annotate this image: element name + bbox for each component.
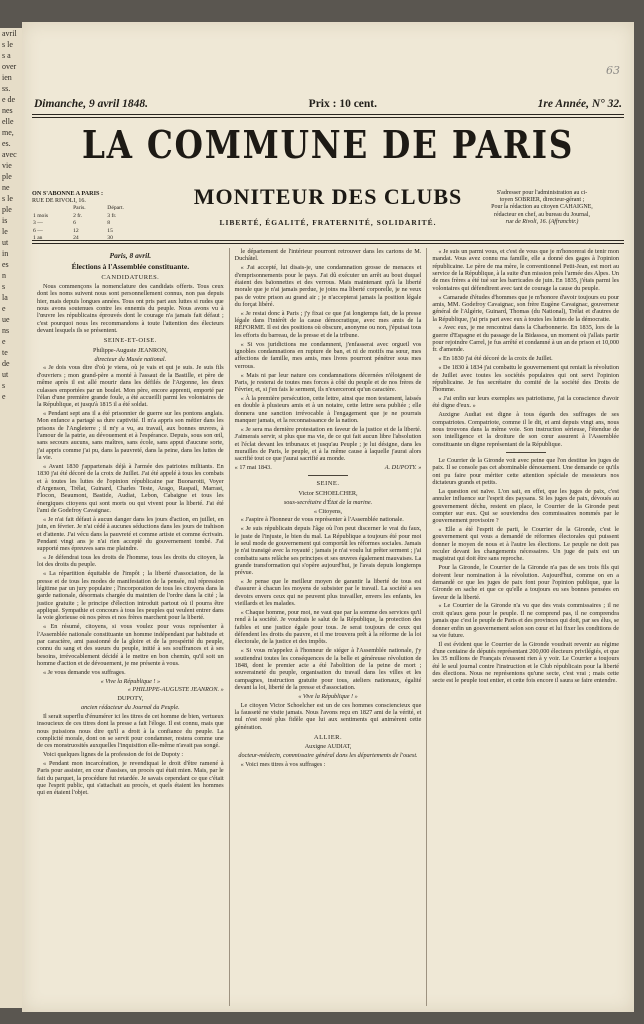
margin-fragment: is	[2, 216, 8, 225]
issue-number: 1re Année, N° 32.	[537, 98, 622, 110]
margin-fragment: elle	[2, 117, 14, 126]
paragraph: La question est naïve. L'on sait, en effet, que les juges de paix, c'est annuler influence sur l'esprit des paysans. Si les juges de paix, dévoués au gouvernement déchu, restent en place, le Courrier de la Gironde peut compter sur eux. Qui se souviendra des commissaires nommés par le gouvernement provisoire ?	[432, 487, 620, 525]
issue-date: Dimanche, 9 avril 1848.	[34, 98, 149, 110]
paragraph: « Si vos juridictions me condamnent, j'enfasserai avec orgueil vos ignobles condamnations en rupture de ban, et ni de motifs ma sœur, mes affections de famille, mes amis, mes livres pourront pénétrer sous mes verrous.	[234, 340, 422, 370]
paragraph: « Camarade d'études d'hommes que je m'honore d'avoir toujours eu pour amis, MM. Godefroy Cavaignac, son frère Eugène Cavaignac, gouverneur général de l'Algérie, Guinard, Thomas (du National), Trélat et d'autres de la République, j'ai pris part avec eux à toutes les luttes de la démocratie.	[432, 293, 620, 323]
paragraph: « À la première persécution, cette lettre, ainsi que mon testament, laissés en double à plusieurs amis et à un notaire, cette lettre sera publiée ; elle donnera une sanction irrévocable à l'engagement que je ne pourrais manquer jamais, et la reconnaissance de la nation.	[234, 395, 422, 425]
subscription-address: RUE DE RIVOLI, 16.	[32, 197, 86, 204]
paragraph: Auxigne Audiat est digne à tous égards des suffrages de ses compatriotes. Compatriote, comme il le dit, et ami depuis vingt ans, nous nous trouvons dans la même voie. Son instruction sérieuse, l'étendue de son intelligence et la droiture de son cœur assurent à l'Assemblée constituante un digne représentant de la République.	[432, 411, 620, 448]
candidate-name: Victor SCHOELCHER,	[298, 489, 358, 497]
paragraph: Il est évident que le Courrier de la Gironde voudrait revenir au régime d'une centaine de députés représentant 200,000 électeurs privilégiés, et que les 35 millions de Français n'eussent rien à y voir. Le Courrier a toujours été le seul journal contre l'instruction et le Club républicain pour la liberté des élections. Nous ne représentons qu'une secte, c'est vrai ; mais cette secte est le peuple tout entier, et cette fois encore il saura se faire entendre.	[432, 640, 620, 685]
margin-fragment: e de	[2, 95, 16, 104]
article-heading: Élections à l'Assemblée constituante.	[71, 262, 190, 272]
candidate-role: directeur du Musée national.	[94, 355, 167, 363]
margin-fragment: de	[2, 359, 10, 368]
candidate-name: DUPOTY,	[117, 695, 144, 703]
col-depart: Départ.	[107, 205, 124, 211]
paragraph: « Je n'ai fait défaut à aucun danger dans les jours d'action, en juillet, en juin, en février. Je n'ai cédé à aucunes séductions dans les jours de trahison et d'attente. J'ai vécu dans la pauvreté et comme artiste et comme écrivain. Pendant vingt ans je n'ai rien accepté du gouvernement tombé. J'ai supporté mes épreuves sans me plaindre.	[37, 515, 224, 553]
column-2	[229, 248, 427, 1006]
paragraph: « Je suis un parmi vous, et c'est de vous que je m'honorerai de tenir mon mandat. Vous avez connu ma famille, elle a donné des gages à l'opinion républicaine. Le père de ma mère, le conventionnel Petit-Jean, est mort au service de la République, à la suite d'un mission près l'armée des Alpes. Un de mes frères a été tué sur les barricades de juin. En 1835, j'étais parmi les volontaires qui défendirent avec tant de courage la cause du peuple.	[432, 248, 620, 292]
table-row: 3 — 6 8	[33, 220, 111, 226]
margin-fragment: e	[2, 304, 6, 313]
margin-fragment: ns	[2, 326, 10, 335]
letter-closing: « 17 mai 1843. A. DUPOTY. »	[234, 464, 422, 472]
department-heading: SEINE-ET-OISE.	[103, 337, 157, 345]
column-1	[32, 248, 229, 1006]
margin-fragment: le	[2, 227, 8, 236]
editor-notice: S'adresser pour l'administration au ci- toyen SOBRIER, directeur-gérant ; Pour la rédaction au citoyen CAHAIGNE, rédacteur en chef, au bureau du Journal, rue de Rivoli, 16. (Affranchir.)	[491, 190, 593, 225]
pencil-mark: 63	[606, 64, 620, 77]
paragraph: « Je restai donc à Paris ; j'y fixai ce que j'ai longtemps fait, de la presse légale dans l'intérêt de la cause démocratique, avec mes amis de la RÉFORME. Il est des positions où obscure, anonyme ou non, j'épuisai tous les efforts du barreau, de la presse et de la tribune.	[234, 309, 422, 339]
rule	[32, 114, 624, 115]
issue-price: Prix : 10 cent.	[308, 98, 378, 110]
margin-fragment: me,	[2, 128, 14, 137]
paragraph: « Je dois vous dire d'où je viens, où je vais et qui je suis. Je suis fils d'ouvriers ; mon grand-père a monté à l'assaut de la Bastille, et père de même après il est allé mourir dans les défilés de l'Argonne, les deux culasses emportées par un boulet. Mon père, encore apprenti, emporté par l'élan d'une première grande foule, a été accueilli parmi les volontaires de la République, et jusqu'à 1815 il a été soldat.	[37, 364, 224, 409]
margin-fragment: n	[2, 271, 6, 280]
margin-fragment: avril	[2, 29, 17, 38]
paragraph: « J'ai accepté, lui disais-je, une condamnation grosse de menaces et d'emprisonnements pour le pays. J'ai dû exécuter un arrêt au bout duquel étaient des baïonnettes et des verrous. Mais maintenant qu'à la liberté morale que je n'ai jamais perdue, je joins ma liberté corporelle, je ne veux pas de votre prison au grand air ; je n'accepterai jamais la position légale du forçat libéré.	[234, 264, 422, 308]
signature: « PHILIPPE-AUGUSTE JEANRON. »	[127, 686, 224, 694]
paragraph: Nous commençons la nomenclature des candidats offerts. Tous ceux dont les noms suivent nous sont personnellement connus, non pas depuis hier, mais depuis longues années. Tous ont pris part aux luttes si rudes que nous avons soutenues contre les ennemis du peuple. Nous avons vu à l'œuvre les républicains éprouvés dont le courage n'a jamais fait défaut ; c'est pourquoi nous les recommandons à toute l'attention des électeurs devant lesquels ils se présentent.	[37, 283, 224, 335]
dateline: Paris, 8 avril.	[109, 251, 152, 260]
paragraph: « En résumé, citoyens, si vous voulez pour vous représenter à l'Assemblée nationale constituante un homme indépendant par habitude et par caractère, ami passionné de la gloire et de la prospérité du peuple, connu du sang et des sueurs du peuple, initié à ses souffrances et à ses besoins, irrévocablement décidé à le mettre en bon chemin, qu'il soit un homme d'action et de dévouement, je me présente à vous.	[37, 623, 224, 667]
closing-line: « Vive la République ! »	[100, 677, 161, 685]
margin-fragment: ien	[2, 73, 12, 82]
paragraph: « Je sera ma dernière protestation en faveur de la justice et de la liberté. J'aimerais servir, si plus que ma vie, de ce qui fait aucun libre l'absolution et l'éclat devant les tribunaux et jusqu'au Peuple ; je lui désigne, dans les murailles de Paris, le peuple, et à la même cause à laquelle j'aurai alors sacrifié tout ce que j'aurai sacrifié au monde.	[234, 425, 422, 463]
paragraph: Le Courrier de la Gironde voit avec peine que l'on destitue les juges de paix. Il se console pas cet abominable dénouement. Une demande ce qu'ils ont pu faire pour mériter cette attention spéciale de messieurs nos dictateurs grands et petits.	[432, 456, 620, 486]
table-row: 1 mois 2 fr. 3 fr.	[33, 212, 117, 219]
margin-fragment: ple	[2, 172, 12, 181]
margin-fragment: ue	[2, 315, 10, 324]
paragraph: « Je vous demande vos suffrages.	[43, 668, 126, 676]
paragraph: « J'ai enfin sur leurs exemples ses patriotisme, j'ai la conscience d'avoir été digne d'eux. »	[432, 395, 620, 410]
paragraph: « Citoyens,	[313, 507, 343, 515]
candidate-name: Auxigne AUDIAT,	[304, 743, 352, 751]
paragraph: « Je suis républicain depuis l'âge où l'on peut discerner le vrai du faux, le juste de l'injuste, le bien du mal. La République a toujours été pour moi le seul mode de gouvernement qui comportât les réformes sociales. Jamais je n'ai transigé avec la royauté ; jamais je n'ai voulu lui prêter serment ; j'ai combattu sans relâche ses principes et ses œuvres également mauvaises. La grande transformation qui s'opère aujourd'hui, je l'avais depuis longtemps prévue.	[234, 525, 422, 577]
margin-fragment: te	[2, 348, 8, 357]
margin-fragment: e	[2, 392, 6, 401]
margin-fragment: s a	[2, 51, 11, 60]
candidate-name: Philippe-Auguste JEANRON,	[93, 346, 168, 354]
dateline-bar	[34, 98, 622, 110]
paragraph: « De 1830 à 1834 j'ai combattu le gouvernement qui reniait la révolution de Juillet avec toutes les sociétés populaires qui ont servi l'opinion républicaine. Je fus secrétaire du comité de la société des Droits de l'homme.	[432, 364, 620, 394]
department-heading: SEINE.	[316, 480, 340, 488]
masthead-title: LA COMMUNE DE PARIS	[81, 122, 575, 167]
rule	[32, 243, 624, 244]
paragraph: « Avant 1830 j'appartenais déjà à l'armée des patriotes militants. En 1830 j'ai été décoré de la croix de Juillet. J'ai été appelé à tous les combats et à toutes les luttes de l'opinion républicaine par Buonarotti, Voyer d'Argenson, Trélat, Guinard, Charles Teste, Arago, Raspail, Marrast, Flocon, Beaumont, Bastide, Audiat, Lebon, Cabaigne et tous les énergiques citoyens qui sont morts ou qui vivent pour la liberté. J'ai été l'ami de Godefroy Cavaignac.	[37, 462, 224, 514]
paragraph: « Pendant mon incarcération, je revendiquai le droit d'être ramené à Paris pour assister, en cour d'assises, un procès qui était mien. Mais, par le fait du parquet, la procédure fut retardée. Je savais cependant ce que c'était que l'esprit public, qui s'attachait au procès, et quels étaient les hommes qui en étaient l'objet.	[37, 760, 224, 797]
margin-fragment: es.	[2, 139, 11, 148]
paragraph: Voici quelques lignes de la profession de foi de Dupoty :	[43, 751, 184, 759]
column-3	[426, 248, 624, 1006]
department-heading: ALLIER.	[313, 733, 343, 741]
paragraph: Pour la Gironde, le Courrier de la Gironde n'a pas de ses trois fils qui doivent leur nomination à la révolution. Aujourd'hui, comme on en a demandé ce que les juges de paix font pour l'opinion publique, que la Gironde en sache et que ce qu'elle a toujours eu ses bonnes pensées en faveur de la liberté.	[432, 564, 620, 601]
paragraph: Le citoyen Victor Schoelcher est un de ces hommes consciencieux que la fausseté ne visite jamais. Nous l'avons reçu en 1827 ami de la vérité, et nul n'est resté plus fidèle que lui aux sentiments qui animèrent cette génération.	[234, 701, 422, 731]
paragraph: « Pendant sept ans il a été prisonnier de guerre sur les pontons anglais. Mon enfance a partagé sa dure captivité. Il m'a appris son métier dans les prisons de l'Angleterre ; il m'y a vu, au travail, aux bonnes œuvres, à l'amour de la patrie, au dévouement et à l'espérance. Depuis, sous son œil, sans secours aucuns, sans maîtres, sans école, sans appui d'aucune sorte, j'ai appris comme j'ai pu, dans la pauvreté, dans la peine, dans les luttes de la vie.	[37, 410, 224, 462]
candidate-role: ancien rédacteur du Journal du Peuple.	[81, 704, 180, 712]
margin-fragment: es	[2, 260, 9, 269]
margin-fragment: s	[2, 381, 6, 390]
margin-fragment: nes	[2, 106, 13, 115]
paragraph: « Mais ni par leur nature ces condamnations décernées n'éloignent de Paris, je resterai de toutes mes forces à côté du peuple et de nos frères de Février, et, si j'en fais le serment, ils n'exerceront qu'un caractère.	[234, 371, 422, 394]
margin-fragment: ut	[2, 238, 9, 247]
paragraph: « Voici mes titres à vos suffrages :	[240, 761, 326, 768]
candidate-role: docteur-médecin, commissaire général dans les départements de l'ouest.	[238, 752, 418, 760]
paragraph: « Je pense que le meilleur moyen de garantir la liberté de tous est d'assurer à chacun les moyens de subsister par le travail. La société a ses devoirs envers ceux qui ne peuvent plus travailler, envers les enfants, les vieillards et les malades.	[234, 578, 422, 608]
margin-fragment: s le	[2, 40, 13, 49]
rule	[32, 117, 624, 118]
margin-fragment: in	[2, 249, 9, 258]
margin-fragment: la	[2, 293, 8, 302]
margin-fragment: s le	[2, 194, 13, 203]
candidate-role: sous-secrétaire d'État de la marine.	[283, 498, 373, 506]
newspaper-page	[22, 22, 634, 1012]
paragraph: « Le Courrier de la Gironde n'a vu que des vrais commissaires ; il ne croit qu'aux gens pour le peuple. Il ne comprend pas, il ne comprendra jamais que c'est le peuple de Paris et des provinces qui doit, par ses élus, se donner enfin un gouvernement selon son cœur et lui fixer les conditions de sa vie future.	[432, 602, 620, 639]
rule	[32, 240, 624, 241]
margin-fragment: ne	[2, 183, 10, 192]
article-columns	[32, 248, 624, 1006]
paragraph: « J'aspire à l'honneur de vous représenter à l'Assemblée nationale.	[240, 516, 404, 524]
paragraph: « La répartition équitable de l'impôt ; la liberté d'association, de la presse et de tous les modes de manifestation de la pensée, nul répression légitime par un jury populaire ; l'incorporation de tous les citoyens dans la garde nationale, désormais chargée du maintien de l'ordre dans la cité ; la justice gratuite ; le principe d'élection introduit partout où il pourra être appliqué. Sympathie et concours à tous les peuples qui veulent entrer dans la voie glorieuse où nos pères et nos frères marchent pour la liberté.	[37, 570, 224, 622]
col-paris: Paris.	[73, 205, 86, 211]
masthead-motto: LIBERTÉ, ÉGALITÉ, FRATERNITÉ, SOLIDARITÉ.	[219, 218, 437, 227]
previous-page-edge	[0, 28, 23, 1008]
subscription-title: ON S'ABONNE A PARIS :	[32, 190, 104, 197]
margin-fragment: vie	[2, 161, 12, 170]
separator	[308, 475, 348, 476]
margin-fragment: ss.	[2, 84, 11, 93]
margin-fragment: e	[2, 337, 6, 346]
closing-line: « Vive la République ! »	[298, 692, 358, 700]
paragraph: « Elle a été l'esprit de parti, le Courrier de la Gironde, c'est le gouvernement qui vous a demandé de réformes électorales qui puissent donner le moyen de nous et à l'autre les élections. Le peuple ne doit pas reculer devant les changements nécessaires. Un juge de paix est un magistrat qui doit être sans reproche.	[432, 526, 620, 563]
article-subheading: CANDIDATURES.	[101, 273, 160, 281]
paragraph: « Je défendrai tous les droits de l'homme, tous les droits du citoyen, la loi des droits du peuple.	[37, 554, 224, 569]
paragraph: Il serait superflu d'énumérer ici les titres de cet homme de bien, vertueux insoucieux de ces titres dont la presse a fait l'éloge. Il est connu, mais que nous puissions nous dire qu'il a droit à la confiance du peuple. La complicité morale, dont on se servit pour condamner, restera comme une de ces monstruosités auxquelles l'inquisition elle-même n'avait pas songé.	[37, 712, 224, 750]
margin-fragment: avec	[2, 150, 17, 159]
separator	[506, 452, 546, 453]
paragraph: « En 1830 j'ai été décoré de la croix de Juillet.	[438, 355, 553, 363]
margin-fragment: over	[2, 62, 17, 71]
paragraph: « Avec eux, je me rencontrai dans la Charbonnerie. En 1835, lors de la guerre d'Espagne et du passage de la Bidassoa, un moment où j'allais partir pour rejoindre Carrel, je fus arrêté et condamné à un an de prison et 10,000 fr. d'amende.	[432, 324, 620, 354]
table-row: 6 — 12 15	[33, 227, 113, 234]
margin-fragment: ple	[2, 205, 12, 214]
margin-fragment: s	[2, 282, 6, 291]
table-row: 1 an 24 30	[33, 235, 113, 241]
paragraph: « Chaque homme, pour moi, ne vaut que par la somme des services qu'il rend à la société. Je voudrais le salut de la République, la protection des faibles et une justice égale pour tous. Je serai toujours de ceux qui défendent les droits du pauvre, et il me trouvera prêt à la réforme de la loi électorale, de la justice et des impôts.	[234, 608, 422, 646]
paragraph: « Si vous m'appelez à l'honneur de siéger à l'Assemblée nationale, j'y soutiendrai toutes les conséquences de la belle et généreuse révolution de 1848, dont le premier acte a été l'abolition de la peine de mort ; souveraineté du peuple, organisation du travail dans les villes et les campagnes, instruction gratuite pour tous, ateliers nationaux, égalité devant la loi, liberté de la presse et d'association.	[234, 647, 422, 691]
masthead-subtitle: MONITEUR DES CLUBS	[193, 184, 463, 209]
paragraph: le département de l'intérieur pourront retrouver dans les cartons de M. Duchâtel.	[234, 248, 422, 263]
margin-fragment: ut	[2, 370, 9, 379]
